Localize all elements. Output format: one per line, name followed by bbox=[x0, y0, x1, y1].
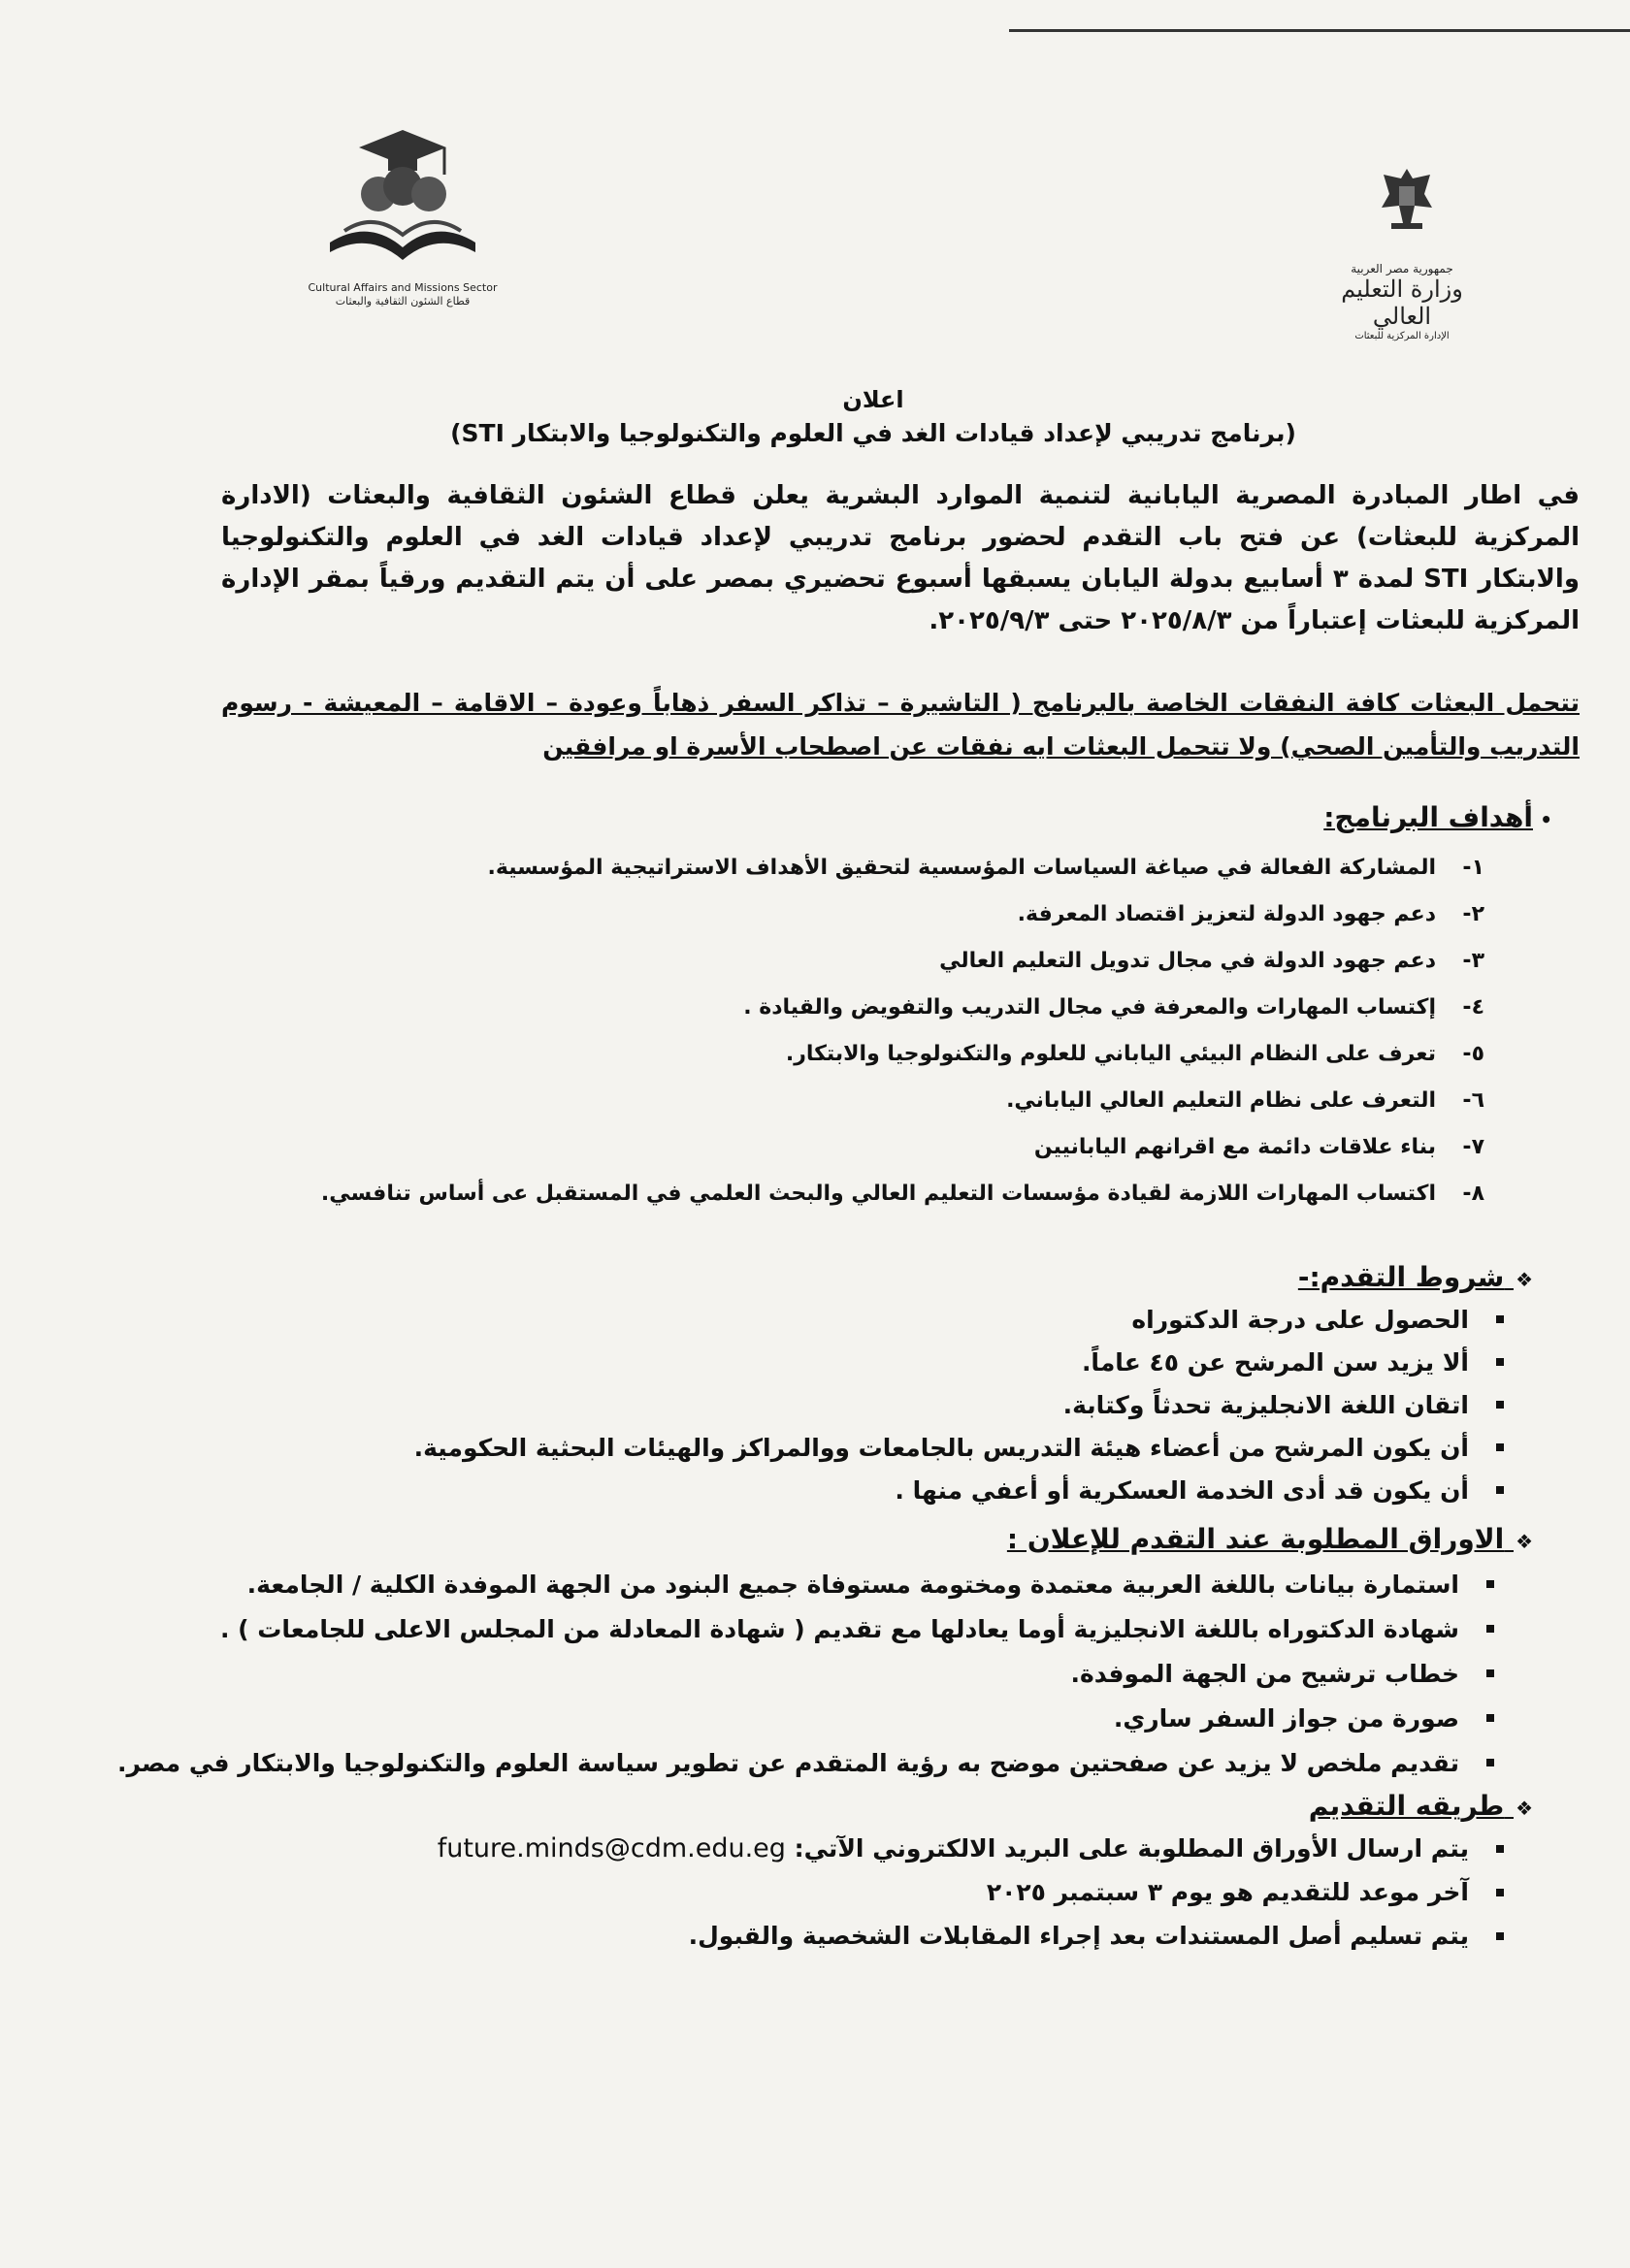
goals-heading: •أهداف البرنامج: bbox=[1323, 801, 1552, 833]
eagle-emblem-icon bbox=[1378, 165, 1436, 233]
item-number: ٧- bbox=[1462, 1134, 1484, 1159]
list-item bbox=[223, 1123, 1484, 1170]
square-bullet-icon bbox=[1486, 1580, 1494, 1588]
list-item: صورة من جواز السفر ساري. bbox=[87, 1696, 1494, 1740]
diamond-bullet-icon: ❖ bbox=[1516, 1268, 1533, 1291]
documents-list bbox=[87, 1562, 1494, 1785]
ministry-country: جمهورية مصر العربية bbox=[1351, 262, 1453, 275]
item-text: تعرف على النظام البيئي الياباني للعلوم والتكنولوجيا والابتكار. bbox=[785, 1041, 1436, 1066]
list-item: استمارة بيانات باللغة العربية معتمدة ومختومة مستوفاة جميع البنود من الجهة الموفدة الكلية / الجامعة. bbox=[87, 1562, 1494, 1606]
item-text: إكتساب المهارات والمعرفة في مجال التدريب والتفويض والقيادة . bbox=[743, 994, 1436, 1020]
item-text: دعم جهود الدولة لتعزيز اقتصاد المعرفة. bbox=[1017, 901, 1436, 926]
list-item: خطاب ترشيح من الجهة الموفدة. bbox=[87, 1651, 1494, 1696]
square-bullet-icon bbox=[1486, 1714, 1494, 1722]
email-address: future.minds@cdm.edu.eg bbox=[437, 1833, 786, 1863]
list-item: يتم تسليم أصل المستندات بعد إجراء المقابلات الشخصية والقبول. bbox=[97, 1914, 1504, 1958]
list-item: تقديم ملخص لا يزيد عن صفحتين موضح به رؤية المتقدم عن تطوير سياسة العلوم والتكنولوجيا والابتكار في مصر. bbox=[87, 1740, 1494, 1785]
documents-heading: ❖ الاوراق المطلوبة عند التقدم للإعلان : bbox=[1006, 1523, 1533, 1555]
ministry-name: وزارة التعليم العالي bbox=[1341, 275, 1463, 330]
list-item: ألا يزيد سن المرشح عن ٤٥ عاماً. bbox=[97, 1341, 1504, 1383]
list-item bbox=[223, 1077, 1484, 1123]
item-number: ١- bbox=[1462, 855, 1484, 880]
logo-caption-ar: قطاع الشئون الثقافية والبعثات bbox=[335, 295, 471, 308]
square-bullet-icon bbox=[1496, 1486, 1504, 1494]
goals-list bbox=[223, 844, 1484, 1216]
item-text: التعرف على نظام التعليم العالي الياباني. bbox=[1006, 1087, 1436, 1113]
list-item: يتم ارسال الأوراق المطلوبة على البريد الالكتروني الآتي: future.minds@cdm.edu.eg bbox=[97, 1827, 1504, 1870]
page-subtitle: (برنامج تدريبي لإعداد قيادات الغد في العلوم والتكنولوجيا والابتكار STI) bbox=[450, 419, 1296, 447]
list-item: أن يكون قد أدى الخدمة العسكرية أو أعفي منها . bbox=[97, 1469, 1504, 1511]
conditions-heading: ❖ شروط التقدم:- bbox=[1297, 1261, 1533, 1293]
intro-paragraph: في اطار المبادرة المصرية اليابانية لتنمية الموارد البشرية يعلن قطاع الشئون الثقافية والبعثات (الادارة المركزية للبعثات) عن فتح باب التقدم لحضور برنامج تدريبي لإعداد قيادات الغد في العلوم والتكنولوجيا والابتكار STI لمدة ٣ أسابيع بدولة اليابان يسبقها أسبوع تحضيري بمصر على أن يتم التقديم ورقياً بمقر الإدارة المركزية للبعثات إعتباراً من ٢٠٢٥/٨/٣ حتى ٢٠٢٥/٩/٣. bbox=[221, 481, 1580, 635]
square-bullet-icon bbox=[1486, 1759, 1494, 1766]
square-bullet-icon bbox=[1496, 1443, 1504, 1451]
costs-paragraph: تتحمل البعثات كافة النفقات الخاصة بالبرنامج ( التاشيرة – تذاكر السفر ذهاباً وعودة – الاقامة – المعيشة - رسوم التدريب والتأمين الصحي) ولا تتحمل البعثات ايه نفقات عن اصطحاب الأسرة او مرافقين bbox=[221, 689, 1580, 761]
square-bullet-icon bbox=[1496, 1889, 1504, 1896]
item-number: ٢- bbox=[1462, 901, 1484, 926]
item-number: ٤- bbox=[1462, 994, 1484, 1020]
bullet-icon: • bbox=[1540, 808, 1552, 831]
item-number: ٣- bbox=[1462, 948, 1484, 973]
list-item bbox=[223, 891, 1484, 937]
list-item: آخر موعد للتقديم هو يوم ٣ سبتمبر ٢٠٢٥ bbox=[97, 1870, 1504, 1914]
square-bullet-icon bbox=[1496, 1845, 1504, 1853]
apply-heading: ❖ طريقه التقديم bbox=[1308, 1790, 1533, 1822]
top-edge-line bbox=[1009, 29, 1630, 32]
item-text: دعم جهود الدولة في مجال تدويل التعليم العالي bbox=[939, 948, 1436, 973]
graduates-book-icon bbox=[320, 126, 485, 281]
list-item: اتقان اللغة الانجليزية تحدثاً وكتابة. bbox=[97, 1383, 1504, 1426]
item-number: ٦- bbox=[1462, 1087, 1484, 1113]
square-bullet-icon bbox=[1496, 1932, 1504, 1940]
list-item bbox=[223, 844, 1484, 891]
square-bullet-icon bbox=[1486, 1669, 1494, 1677]
item-text: بناء علاقات دائمة مع اقرانهم اليابانيين bbox=[1033, 1134, 1436, 1159]
diamond-bullet-icon: ❖ bbox=[1516, 1530, 1533, 1553]
list-item bbox=[223, 1030, 1484, 1077]
square-bullet-icon bbox=[1496, 1358, 1504, 1366]
logo-caption-en: Cultural Affairs and Missions Sector bbox=[308, 281, 498, 294]
item-text: اكتساب المهارات اللازمة لقيادة مؤسسات التعليم العالي والبحث العلمي في المستقبل عى أساس تنافسي. bbox=[320, 1181, 1436, 1206]
item-number: ٥- bbox=[1462, 1041, 1484, 1066]
conditions-list bbox=[97, 1298, 1504, 1511]
list-item: الحصول على درجة الدكتوراه bbox=[97, 1298, 1504, 1341]
ministry-department: الإدارة المركزية للبعثات bbox=[1354, 331, 1450, 341]
item-number: ٨- bbox=[1462, 1181, 1484, 1206]
square-bullet-icon bbox=[1496, 1315, 1504, 1323]
list-item: شهادة الدكتوراه باللغة الانجليزية أوما يعادلها مع تقديم ( شهادة المعادلة من المجلس الاعلى للجامعات ) . bbox=[87, 1606, 1494, 1651]
list-item bbox=[223, 937, 1484, 984]
list-item bbox=[223, 984, 1484, 1030]
ministry-logo bbox=[1310, 165, 1494, 340]
item-text: المشاركة الفعالة في صياغة السياسات المؤسسية لتحقيق الأهداف الاستراتيجية المؤسسية. bbox=[487, 855, 1436, 880]
apply-list bbox=[97, 1827, 1504, 1958]
list-item: أن يكون المرشح من أعضاء هيئة التدريس بالجامعات ووالمراكز والهيئات البحثية الحكومية. bbox=[97, 1426, 1504, 1469]
list-item bbox=[223, 1170, 1484, 1216]
square-bullet-icon bbox=[1496, 1401, 1504, 1409]
page-title: اعلان bbox=[842, 386, 904, 413]
square-bullet-icon bbox=[1486, 1625, 1494, 1633]
diamond-bullet-icon: ❖ bbox=[1516, 1797, 1533, 1820]
cultural-affairs-logo bbox=[281, 126, 524, 330]
